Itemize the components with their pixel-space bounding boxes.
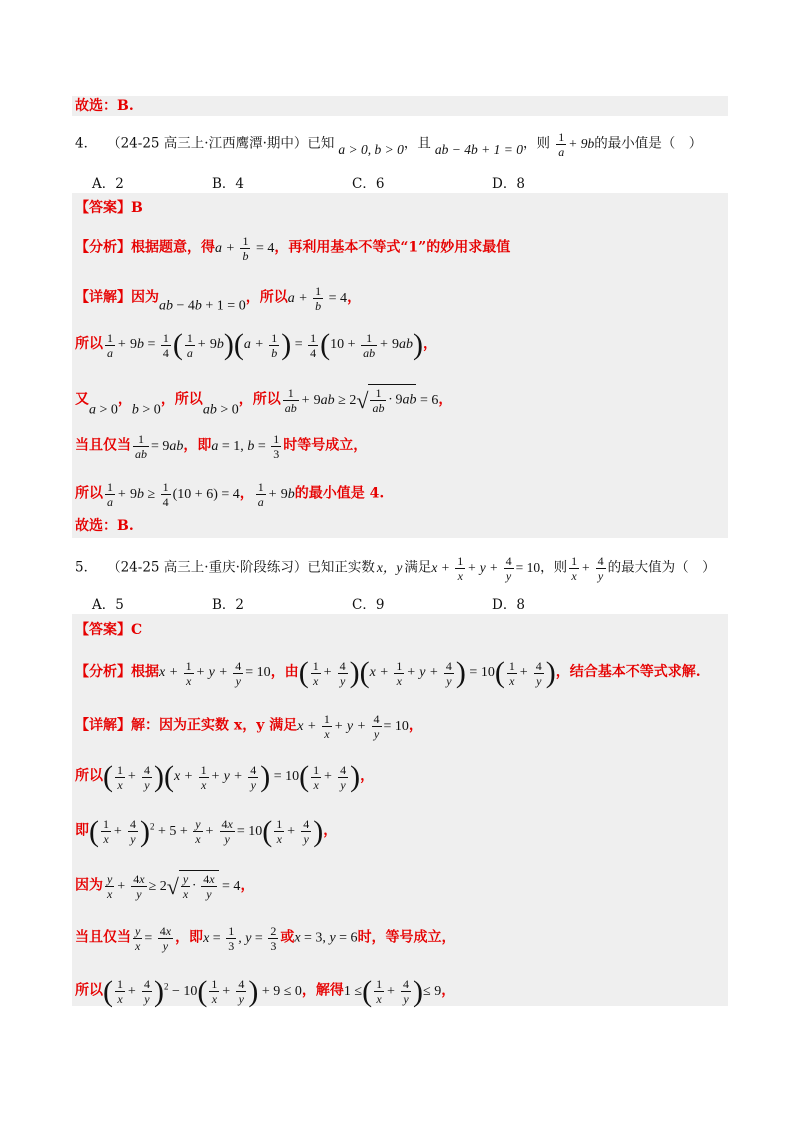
q5-answer: 【答案】C bbox=[75, 622, 143, 638]
q4-option-b[interactable]: B．4 bbox=[212, 176, 245, 192]
q4-number: 4． bbox=[75, 135, 98, 152]
q4-ask-post: 的最小值是（ ） bbox=[594, 135, 703, 152]
q5-detail-2: 所以( $\frac{1}{x}$ + $\frac{4}{y}$ )(x + $\frac{1}{x}$ + y + $\frac{4}{y}$ ) = 10( $\frac{1}{x}$ + $\frac{4}{y}$ )， bbox=[75, 760, 375, 793]
q4-ask-pre: ，则 bbox=[522, 135, 550, 152]
q5-detail-4: 因为 $\frac{y}{x}$ + $\frac{4x}{y}$ ≥ 2√ $\frac{y}{x}$ · $\frac{4x}{y}$ = 4， bbox=[75, 872, 255, 901]
q4-stem bbox=[75, 130, 702, 160]
q4-option-a[interactable]: A．2 bbox=[92, 176, 124, 192]
q4-target-expr: $\frac{1}{a}$ + 9b bbox=[558, 130, 595, 159]
q4-source: （24-25 高三上·江西鹰潭·期中）已知 bbox=[107, 135, 335, 152]
top-choose-text: 故选：B. bbox=[75, 98, 134, 114]
q5-option-d[interactable]: D．8 bbox=[492, 597, 525, 613]
q5-detail-5: 当且仅当 $\frac{y}{x}$ = $\frac{4x}{y}$ ，即x = $\frac{1}{3}$ , y = $\frac{2}{3}$ 或x = 3, y = 6时，等号成立， bbox=[75, 924, 456, 953]
q5-source: （24-25 高三上·重庆·阶段练习）已知正实数 bbox=[107, 559, 375, 576]
q4-detail-5: 所以 $\frac{1}{a}$ + 9b ≥ $\frac{1}{4}$ (10 + 6) = 4， $\frac{1}{a}$ + 9b的最小值是 4. bbox=[75, 480, 385, 509]
q4-detail-2: 所以 $\frac{1}{a}$ + 9b = $\frac{1}{4}$ ( $\frac{1}{a}$ + 9b)(a + $\frac{1}{b}$ ) = $\frac{1}{4}$ (10 + $\frac{1}{ab}$ + 9ab)， bbox=[75, 328, 438, 361]
solution-top-shade bbox=[72, 96, 728, 116]
q5-stem: 5． （24-25 高三上·重庆·阶段练习）已知正实数 x，y 满足x + $\frac{1}{x}$ + y + $\frac{4}{y}$ = 10，则 $\frac{1}{x}$ + $\frac{4}{y}$ 的最大值为（ ） bbox=[75, 554, 716, 583]
q5-detail-6: 所以( $\frac{1}{x}$ + $\frac{4}{y}$ )$^2$ − 10( $\frac{1}{x}$ + $\frac{4}{y}$ ) + 9 ≤ 0，解得1 ≤( $\frac{1}{x}$ + $\frac{4}{y}$ )≤ 9， bbox=[75, 974, 456, 1008]
q5-option-a[interactable]: A．5 bbox=[92, 597, 124, 613]
q4-detail-4: 当且仅当 $\frac{1}{ab}$ = 9ab，即a = 1, b = $\frac{1}{3}$ 时等号成立， bbox=[75, 432, 368, 461]
q5-option-b[interactable]: B．2 bbox=[212, 597, 245, 613]
q4-option-c[interactable]: C．6 bbox=[352, 176, 385, 192]
q5-number: 5． bbox=[75, 559, 98, 576]
q5-detail-1: 【详解】解：因为正实数 x，y 满足x + $\frac{1}{x}$ + y + $\frac{4}{y}$ = 10， bbox=[75, 712, 423, 741]
q4-sep: ，且 bbox=[403, 135, 431, 152]
q4-choose: 故选：B. bbox=[75, 518, 134, 534]
q4-answer: 【答案】B bbox=[75, 200, 143, 216]
top-choose-line bbox=[75, 96, 134, 116]
q5-detail-3: 即( $\frac{1}{x}$ + $\frac{4}{y}$ )$^2$ + 5 + $\frac{y}{x}$ + $\frac{4x}{y}$ = 10( $\frac{1}{x}$ + $\frac{4}{y}$ )， bbox=[75, 814, 338, 848]
q4-detail-3: 又a > 0，b > 0，所以ab > 0，所以 $\frac{1}{ab}$ + 9ab ≥ 2√ $\frac{1}{ab}$ · 9ab = 6， bbox=[75, 386, 453, 418]
q4-cond2: ab − 4b + 1 = 0 bbox=[434, 141, 523, 157]
q5-analysis: 【分析】根据x + $\frac{1}{x}$ + y + $\frac{4}{y}$ = 10，由( $\frac{1}{x}$ + $\frac{4}{y}$ )(x + $\frac{1}{x}$ + y + $\frac{4}{y}$ ) = 10( $\frac{1}{x}$ + $\frac{4}{y}$ )，结合基本不等式求解. bbox=[75, 656, 701, 689]
q4-analysis: 【分析】根据题意，得a + $\frac{1}{b}$ = 4，再利用基本不等式“1”的妙用求最值 bbox=[75, 234, 511, 263]
q5-option-c[interactable]: C．9 bbox=[352, 597, 385, 613]
q4-cond1: a > 0, b > 0 bbox=[338, 141, 404, 157]
q4-detail-1: 【详解】因为ab − 4b + 1 = 0，所以a + $\frac{1}{b}$ = 4， bbox=[75, 284, 362, 314]
q4-option-d[interactable]: D．8 bbox=[492, 176, 525, 192]
